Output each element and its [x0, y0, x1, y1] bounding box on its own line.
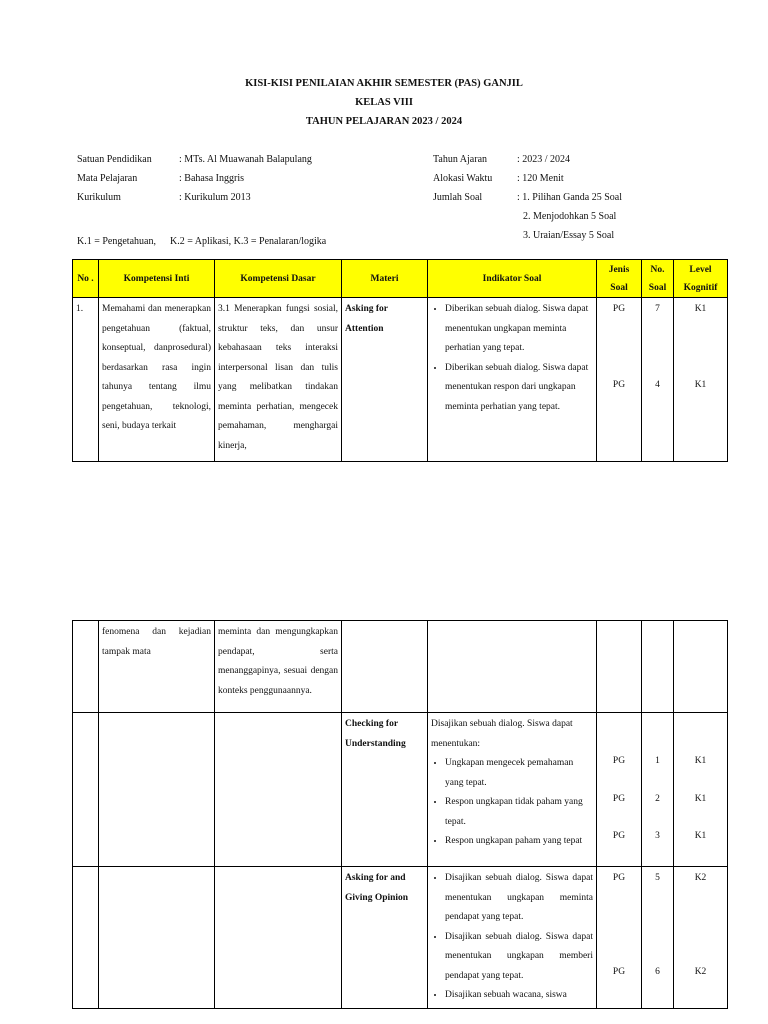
indicator-item: • Disajikan sebuah wacana, siswa [445, 986, 593, 1006]
cell-kompetensi-inti: Memahami dan menerapkan pengetahuan (faktual, konseptual, danprosedural) berdasarkan rasa ingin tahunya tentang ilmu pengetahuan, teknologi, seni, budaya terkait [99, 298, 215, 462]
level-value: K1 [694, 379, 707, 390]
cell-level [674, 713, 728, 867]
cell-indikator [428, 621, 597, 713]
col-header-no: No . [73, 260, 99, 298]
info-value: : MTs. Al Muawanah Balapulang [179, 154, 312, 165]
info-value: : 120 Menit [517, 173, 564, 184]
col-header-level: Level Kognitif [674, 260, 728, 298]
level-value: K1 [694, 793, 707, 804]
nosoal-value: 6 [655, 966, 660, 977]
cell-materi: Asking for Attention [342, 298, 428, 462]
info-value: : 2023 / 2024 [517, 154, 571, 165]
indicator-item: • Diberikan sebuah dialog. Siswa dapat menentukan respon dari ungkapan meminta perhatian yang tepat. [445, 359, 593, 418]
jenis-value: PG [612, 831, 626, 841]
info-value: 2. Menjodohkan 5 Soal [523, 211, 617, 222]
jenis-value: PG [612, 873, 626, 883]
jenis-value: PG [612, 304, 626, 314]
info-label: Satuan Pendidikan [77, 154, 152, 165]
jenis-value: PG [612, 379, 626, 390]
legend-k2-k3: K.2 = Aplikasi, K.3 = Penalaran/logika [169, 236, 327, 247]
indicator-intro: Disajikan sebuah dialog. Siswa dapat menentukan: [431, 719, 573, 749]
cell-jenis [597, 867, 642, 1009]
info-label: Tahun Ajaran [433, 154, 488, 165]
indicator-item: • Diberikan sebuah dialog. Siswa dapat menentukan ungkapan meminta perhatian yang tepat. [445, 300, 593, 359]
cell-kompetensi-dasar [215, 713, 342, 867]
info-right [433, 150, 622, 245]
cell-kompetensi-dasar: 3.1 Menerapkan fungsi sosial, struktur teks, dan unsur kebahasaan teks interaksi interpersonal lisan dan tulis yang melibatkan tindakan meminta perhatian, mengecek pemahaman, menghargai kinerja, [215, 298, 342, 462]
cell-jenis [597, 298, 642, 462]
col-header-indikator: Indikator Soal [428, 260, 597, 298]
table-row [73, 298, 728, 462]
cell-no: 1. [73, 298, 99, 462]
info-label: Kurikulum [77, 192, 121, 203]
doc-year: TAHUN PELAJARAN 2023 / 2024 [305, 116, 463, 127]
col-header-materi: Materi [342, 260, 428, 298]
info-label: Mata Pelajaran [77, 173, 138, 184]
jenis-value: PG [612, 756, 626, 766]
cell-kompetensi-inti [99, 867, 215, 1009]
jenis-value: PG [612, 966, 626, 977]
cell-level [674, 867, 728, 1009]
doc-class: KELAS VIII [355, 97, 413, 108]
info-label: Alokasi Waktu [433, 173, 493, 184]
cell-no [73, 867, 99, 1009]
cell-nosoal [642, 713, 674, 867]
nosoal-value: 3 [655, 831, 660, 841]
cell-kompetensi-inti [99, 713, 215, 867]
info-label: Jumlah Soal [433, 192, 483, 203]
indicator-item: • Disajikan sebuah dialog. Siswa dapat menentukan ungkapan memberi pendapat yang tepat. [445, 928, 593, 987]
level-value: K2 [694, 966, 707, 977]
info-value: : Kurikulum 2013 [179, 192, 251, 203]
cell-jenis [597, 713, 642, 867]
nosoal-value: 1 [655, 756, 660, 766]
doc-title: KISI-KISI PENILAIAN AKHIR SEMESTER (PAS) GANJIL [245, 78, 523, 89]
cell-level [674, 621, 728, 713]
table-row [73, 621, 728, 713]
cell-kompetensi-inti: fenomena dan kejadian tampak mata [99, 621, 215, 713]
nosoal-value: 2 [655, 793, 660, 804]
kisi-table-page1 [72, 259, 728, 462]
cell-jenis [597, 621, 642, 713]
cell-materi [342, 621, 428, 713]
info-value: : 1. Pilihan Ganda 25 Soal [517, 192, 622, 203]
info-left [77, 150, 312, 207]
table-header-row [73, 260, 728, 298]
level-value: K1 [694, 831, 707, 841]
legend [77, 232, 326, 251]
cell-no [73, 621, 99, 713]
cell-nosoal [642, 298, 674, 462]
indicator-item: • Respon ungkapan paham yang tepat [445, 832, 593, 852]
cell-materi: Checking for Understanding [342, 713, 428, 867]
indicator-item: • Respon ungkapan tidak paham yang tepat. [445, 793, 593, 832]
table-row [73, 713, 728, 867]
cell-indikator [428, 867, 597, 1009]
cell-nosoal [642, 621, 674, 713]
nosoal-value: 4 [655, 379, 660, 390]
jenis-value: PG [612, 793, 626, 804]
cell-kompetensi-dasar [215, 867, 342, 1009]
cell-indikator [428, 298, 597, 462]
level-value: K1 [694, 756, 707, 766]
nosoal-value: 7 [655, 304, 660, 314]
legend-k1: K.1 = Pengetahuan, [77, 236, 156, 247]
cell-nosoal [642, 867, 674, 1009]
info-value: : Bahasa Inggris [179, 173, 244, 184]
nosoal-value: 5 [655, 873, 660, 883]
col-header-ki: Kompetensi Inti [99, 260, 215, 298]
cell-kompetensi-dasar: meminta dan mengungkapkan pendapat, serta menanggapinya, sesuai dengan konteks penggunaannya. [215, 621, 342, 713]
kisi-table-page2 [72, 620, 728, 1009]
col-header-kd: Kompetensi Dasar [215, 260, 342, 298]
info-value: 3. Uraian/Essay 5 Soal [523, 230, 615, 241]
level-value: K1 [694, 304, 707, 314]
cell-level [674, 298, 728, 462]
level-value: K2 [694, 873, 707, 883]
indicator-item: • Ungkapan mengecek pemahaman yang tepat. [445, 754, 593, 793]
cell-materi: Asking for and Giving Opinion [342, 867, 428, 1009]
cell-no [73, 713, 99, 867]
cell-indikator [428, 713, 597, 867]
indicator-item: • Disajikan sebuah dialog. Siswa dapat menentukan ungkapan meminta pendapat yang tepat. [445, 869, 593, 928]
col-header-jenis: Jenis Soal [597, 260, 642, 298]
col-header-nosoal: No. Soal [642, 260, 674, 298]
table-row [73, 867, 728, 1009]
